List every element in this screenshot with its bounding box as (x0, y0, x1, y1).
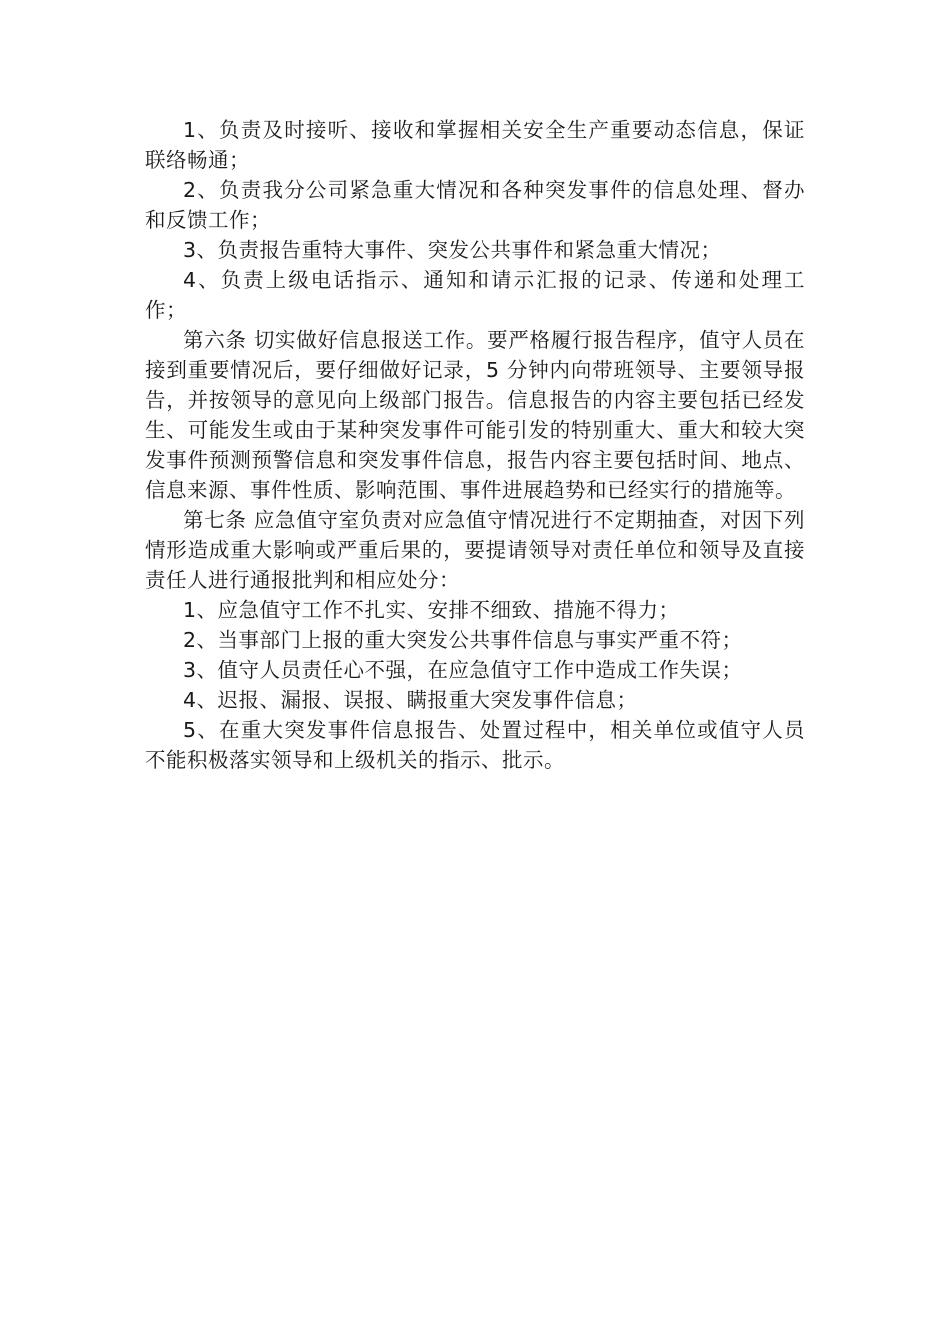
paragraph-case-2: 2、当事部门上报的重大突发公共事件信息与事实严重不符； (183, 628, 743, 652)
paragraph-article-7: 第七条 应急值守室负责对应急值守情况进行不定期抽查，对因下列情形造成重大影响或严重后果的，要提请领导对责任单位和领导及直接责任人进行通报批判和相应处分： (145, 508, 805, 592)
paragraph-article-6: 第六条 切实做好信息报送工作。要严格履行报告程序，值守人员在接到重要情况后，要仔细做好记录，5 分钟内向带班领导、主要领导报告，并按领导的意见向上级部门报告。信息报告的内容主要包括已经发生、可能发生或由于某种突发事件可能引发的特别重大、重大和较大突发事件预测预警信息和突发事件信息，报告内容主要包括时间、地点、信息来源、事件性质、影响范围、事件进展趋势和已经实行的措施等。 (145, 328, 805, 502)
paragraph-case-3: 3、值守人员责任心不强，在应急值守工作中造成工作失误； (183, 658, 743, 682)
paragraph-case-1: 1、应急值守工作不扎实、安排不细致、措施不得力； (183, 598, 680, 622)
paragraph-duty-4: 4、负责上级电话指示、通知和请示汇报的记录、传递和处理工作； (145, 268, 805, 322)
document-body (145, 115, 805, 775)
paragraph-case-5: 5、在重大突发事件信息报告、处置过程中，相关单位或值守人员不能积极落实领导和上级机关的指示、批示。 (145, 718, 805, 772)
paragraph-duty-1: 1、负责及时接听、接收和掌握相关安全生产重要动态信息，保证联络畅通； (145, 118, 805, 172)
paragraph-duty-2: 2、负责我分公司紧急重大情况和各种突发事件的信息处理、督办和反馈工作； (145, 178, 805, 232)
paragraph-case-4: 4、迟报、漏报、误报、瞒报重大突发事件信息； (183, 688, 638, 712)
paragraph-duty-3: 3、负责报告重特大事件、突发公共事件和紧急重大情况； (183, 238, 722, 262)
